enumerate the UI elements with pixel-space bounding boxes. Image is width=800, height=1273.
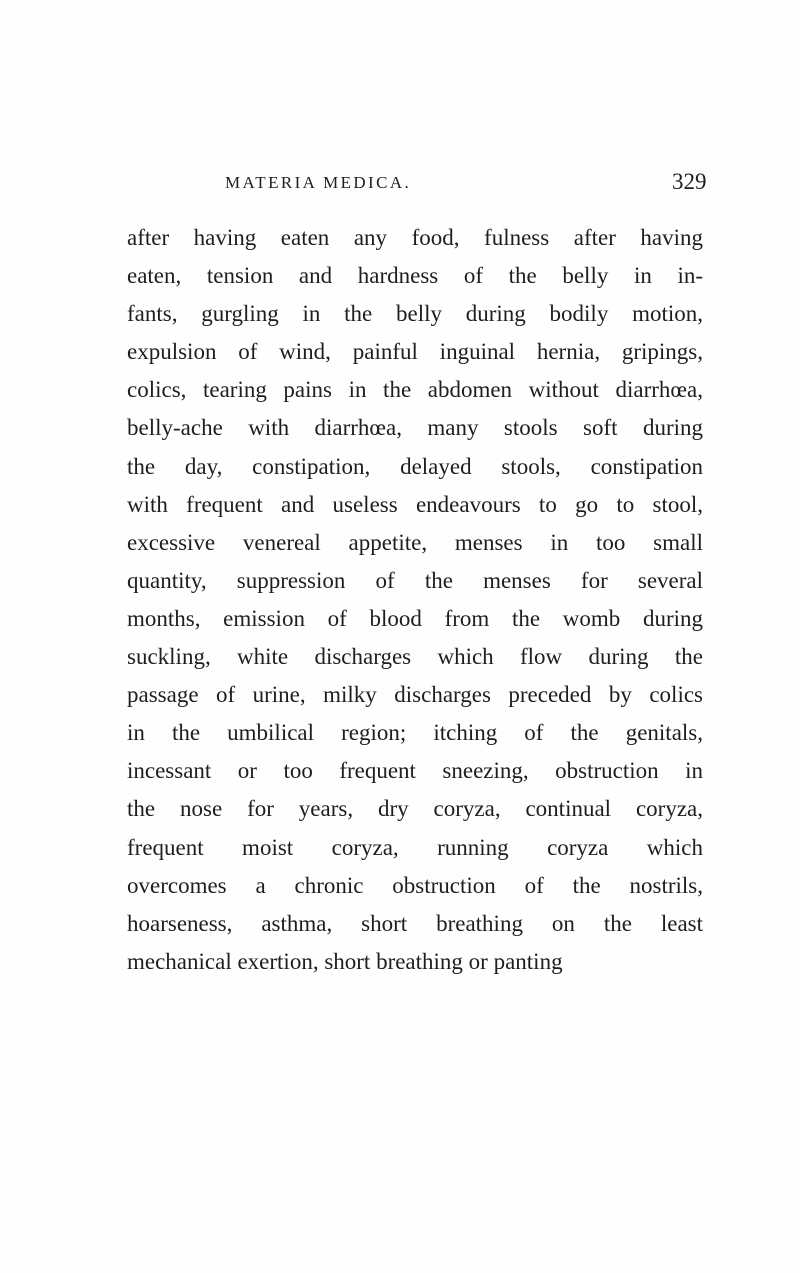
text-line: incessant or too frequent sneezing, obstruction in <box>127 758 703 784</box>
text-line: eaten, tension and hardness of the belly in in- <box>127 263 703 289</box>
text-line: expulsion of wind, painful inguinal hernia, gripings, <box>127 339 703 365</box>
text-line: frequent moist coryza, running coryza which <box>127 834 703 860</box>
text-line: the nose for years, dry coryza, continual coryza, <box>127 796 703 822</box>
text-line: hoarseness, asthma, short breathing on the least <box>127 910 703 936</box>
text-line: mechanical exertion, short breathing or panting <box>127 948 563 974</box>
text-line: excessive venereal appetite, menses in too small <box>127 529 703 555</box>
text-line: overcomes a chronic obstruction of the nostrils, <box>127 872 703 898</box>
text-line: after having eaten any food, fulness after having <box>127 225 703 250</box>
text-line: the day, constipation, delayed stools, constipation <box>127 453 703 479</box>
text-line: quantity, suppression of the menses for several <box>127 567 703 593</box>
text-line: in the umbilical region; itching of the genitals, <box>127 720 703 746</box>
text-line: months, emission of blood from the womb during <box>127 605 703 631</box>
text-line: colics, tearing pains in the abdomen without diarrhœa, <box>127 377 703 403</box>
body-text <box>127 219 703 981</box>
page-number: 329 <box>672 169 707 194</box>
running-head: MATERIA MEDICA. <box>225 173 412 192</box>
text-line: passage of urine, milky discharges preceded by colics <box>127 682 703 708</box>
text-line: fants, gurgling in the belly during bodily motion, <box>127 301 703 327</box>
text-line: suckling, white discharges which flow during the <box>127 644 703 670</box>
text-line: belly-ache with diarrhœa, many stools soft during <box>127 415 703 441</box>
text-line: with frequent and useless endeavours to go to stool, <box>127 491 703 517</box>
